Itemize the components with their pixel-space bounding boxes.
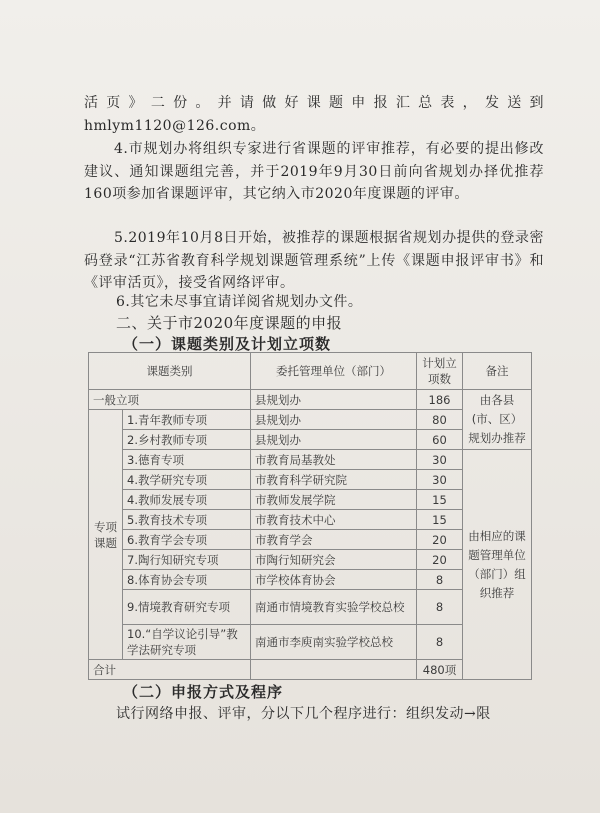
special-label: 专项课题 xyxy=(89,410,123,660)
special-count: 15 xyxy=(417,510,463,530)
procedure-line: 试行网络申报、评审，分以下几个程序进行：组织发动→限 xyxy=(116,706,491,722)
special-count: 20 xyxy=(417,530,463,550)
special-name: 7.陶行知研究专项 xyxy=(123,550,251,570)
special-name: 6.教育学会专项 xyxy=(123,530,251,550)
special-remark: 由相应的课题管理单位（部门）组织推荐 xyxy=(463,450,532,680)
header-count: 计划立项数 xyxy=(417,353,463,390)
header-unit: 委托管理单位（部门） xyxy=(251,353,417,390)
special-count: 30 xyxy=(417,470,463,490)
special-unit: 市学校体育协会 xyxy=(251,570,417,590)
special-unit: 市陶行知研究会 xyxy=(251,550,417,570)
special-count: 15 xyxy=(417,490,463,510)
special-count: 30 xyxy=(417,450,463,470)
general-label: 一般立项 xyxy=(89,390,251,410)
header-category: 课题类别 xyxy=(89,353,251,390)
sub-two-title: （二）申报方式及程序 xyxy=(123,683,284,701)
top-paragraph: 活页》二份。并请做好课题申报汇总表，发送到hmlym1120@126.com。 xyxy=(84,95,544,134)
special-count: 8 xyxy=(417,570,463,590)
special-count: 8 xyxy=(417,590,463,625)
total-empty-cell xyxy=(251,660,417,680)
special-unit: 南通市情境教育实验学校总校 xyxy=(251,590,417,625)
special-count: 60 xyxy=(417,430,463,450)
total-label: 合计 xyxy=(89,660,251,680)
special-name: 9.情境教育研究专项 xyxy=(123,590,251,625)
special-count: 20 xyxy=(417,550,463,570)
special-unit: 市教育局基教处 xyxy=(251,450,417,470)
special-name: 1.青年教师专项 xyxy=(123,410,251,430)
special-unit: 市教育科学研究院 xyxy=(251,470,417,490)
special-name: 2.乡村教师专项 xyxy=(123,430,251,450)
table-row xyxy=(89,390,532,410)
section-two-title: 二、关于市2020年度课题的申报 xyxy=(116,314,343,332)
total-count: 480项 xyxy=(417,660,463,680)
project-plan-table xyxy=(88,352,532,680)
special-name: 4.教师发展专项 xyxy=(123,490,251,510)
special-name: 10.“自学议论引导”教学法研究专项 xyxy=(123,625,251,660)
special-unit: 南通市李庾南实验学校总校 xyxy=(251,625,417,660)
special-name: 5.教育技术专项 xyxy=(123,510,251,530)
special-count: 8 xyxy=(417,625,463,660)
special-name: 4.教学研究专项 xyxy=(123,470,251,490)
header-remarks: 备注 xyxy=(463,353,532,390)
table-row xyxy=(89,450,532,470)
general-unit: 县规划办 xyxy=(251,390,417,410)
item-4-paragraph: 4.市规划办将组织专家进行省课题的评审推荐，有必要的提出修改建议、通知课题组完善，并于2019年9月30日前向省规划办择优推荐160项参加省课题评审，其它纳入市2020年度课题的评审。 xyxy=(84,141,544,202)
special-name: 3.德育专项 xyxy=(123,450,251,470)
special-name: 8.体育协会专项 xyxy=(123,570,251,590)
item-5-paragraph: 5.2019年10月8日开始，被推荐的课题根据省规划办提供的登录密码登录“江苏省教育科学规划课题管理系统”上传《课题申报评审书》和《评审活页》，接受省网络评审。 xyxy=(84,230,544,291)
special-unit: 县规划办 xyxy=(251,430,417,450)
general-remark: 由各县(市、区）规划办推荐 xyxy=(463,390,532,450)
special-unit: 县规划办 xyxy=(251,410,417,430)
general-count: 186 xyxy=(417,390,463,410)
special-unit: 市教育技术中心 xyxy=(251,510,417,530)
special-count: 80 xyxy=(417,410,463,430)
special-unit: 市教师发展学院 xyxy=(251,490,417,510)
special-unit: 市教育学会 xyxy=(251,530,417,550)
table-header-row xyxy=(89,353,532,390)
sub-one-title: （一）课题类别及计划立项数 xyxy=(123,335,332,353)
item-6-line: 6.其它未尽事宜请详阅省规划办文件。 xyxy=(116,294,363,310)
